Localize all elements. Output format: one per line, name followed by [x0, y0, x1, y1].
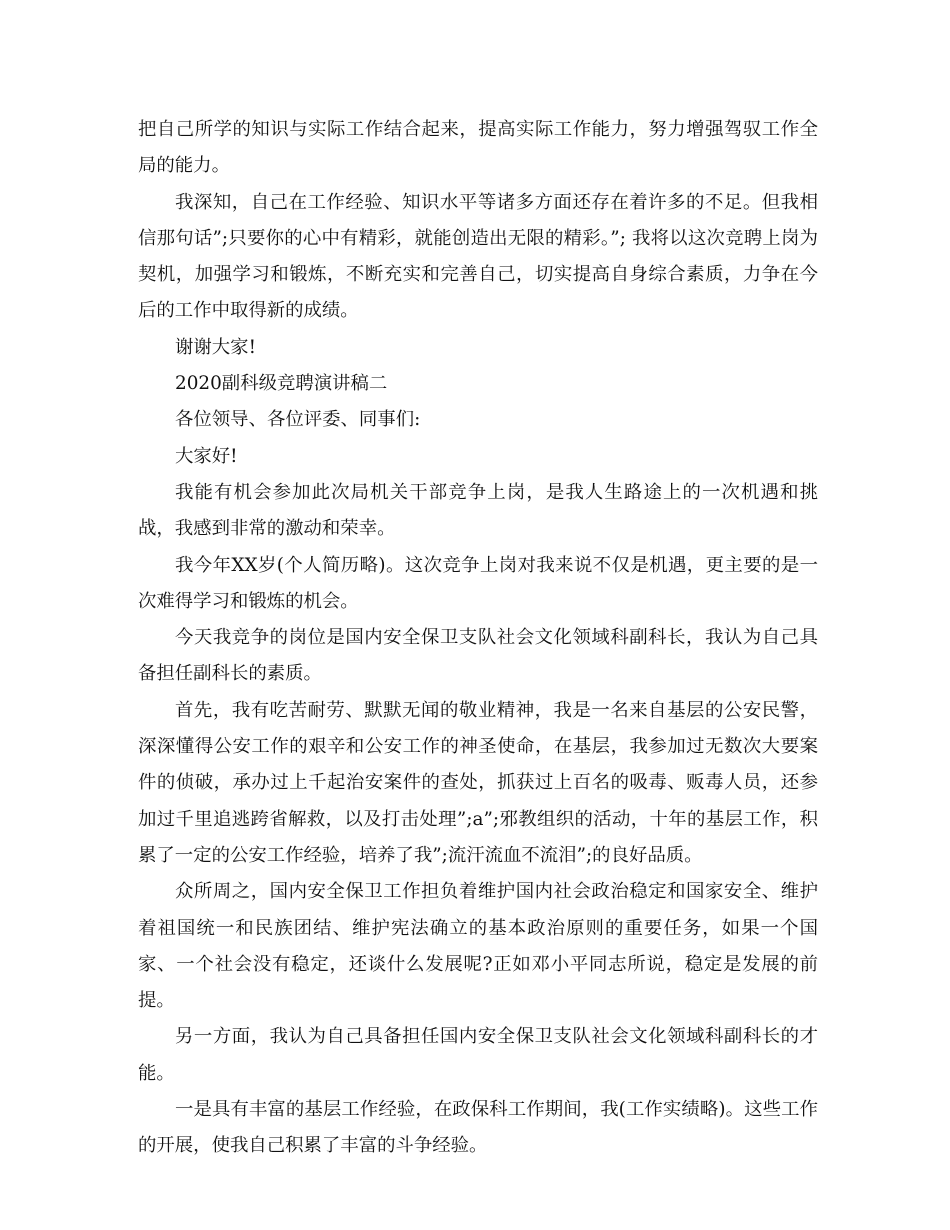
paragraph-7: 我能有机会参加此次局机关干部竞争上岗，是我人生路途上的一次机遇和挑战，我感到非常的激动和荣幸。	[138, 481, 818, 540]
paragraph-12: 另一方面，我认为自己具备担任国内安全保卫支队社会文化领域科副科长的才能。	[138, 1026, 818, 1084]
paragraph-3: 谢谢大家!	[175, 336, 256, 358]
paragraph-8: 我今年XX岁(个人简历略)。这次竞争上岗对我来说不仅是机遇，更主要的是一次难得学习和锻炼的机会。	[138, 554, 818, 612]
paragraph-2: 我深知，自己在工作经验、知识水平等诸多方面还存在着许多的不足。但我相信那句话”;只要你的心中有精彩，就能创造出无限的精彩。”; 我将以这次竞聘上岗为契机，加强学习和锻炼，不断充实和完善自己，切实提高自身综合素质，力争在今后的工作中取得新的成绩。	[138, 191, 818, 322]
paragraph-10: 首先，我有吃苦耐劳、默默无闻的敬业精神，我是一名来自基层的公安民警，深深懂得公安工作的艰辛和公安工作的神圣使命，在基层，我参加过无数次大要案件的侦破，承办过上千起治安案件的查处，抓获过上百名的吸毒、贩毒人员，还参加过千里追逃跨省解救，以及打击处理”;a”;邪教组织的活动，十年的基层工作，积累了一定的公安工作经验，培养了我”;流汗流血不流泪”;的良好品质。	[138, 699, 818, 866]
paragraph-1: 把自己所学的知识与实际工作结合起来，提高实际工作能力，努力增强驾驭工作全局的能力。	[138, 119, 818, 177]
greeting: 大家好!	[175, 445, 238, 467]
paragraph-11: 众所周之，国内安全保卫工作担负着维护国内社会政治稳定和国家安全、维护着祖国统一和民族团结、维护宪法确立的基本政治原则的重要任务，如果一个国家、一个社会没有稳定，还谈什么发展呢?正如邓小平同志所说，稳定是发展的前提。	[138, 881, 818, 1012]
document-body	[138, 112, 818, 1165]
salutation: 各位领导、各位评委、同事们:	[175, 409, 421, 431]
section-title: 2020副科级竞聘演讲稿二	[175, 373, 388, 395]
paragraph-9: 今天我竞争的岗位是国内安全保卫支队社会文化领域科副科长，我认为自己具备担任副科长的素质。	[138, 627, 818, 685]
paragraph-13: 一是具有丰富的基层工作经验，在政保科工作期间，我(工作实绩略)。这些工作的开展，使我自己积累了丰富的斗争经验。	[138, 1099, 818, 1157]
